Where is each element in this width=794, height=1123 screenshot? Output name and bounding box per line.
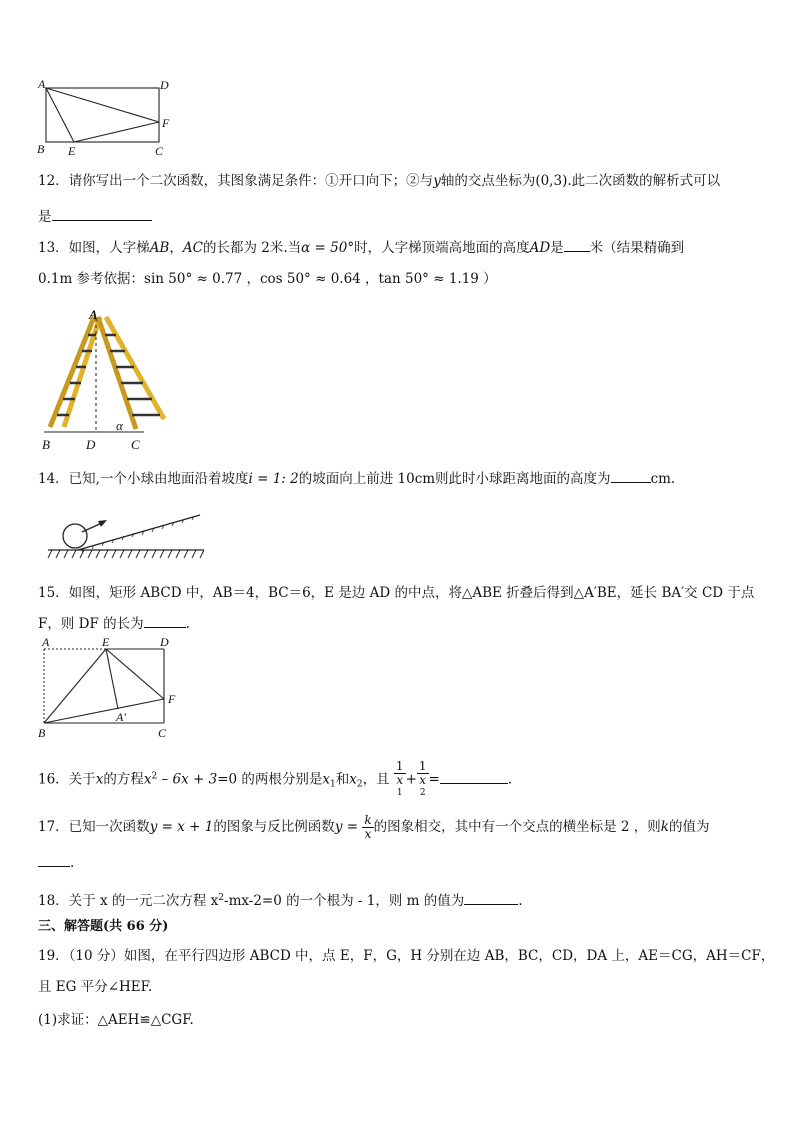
q15-text-b: F，则 DF 的长为 [38,616,144,632]
figure-rectangle-abcd [34,76,178,158]
q18-text-c: . [518,893,523,909]
label-f: F [168,692,176,706]
label-a-prime: A′ [116,710,126,724]
q16-x: x [95,771,104,788]
q13-ac: AC [182,240,203,256]
q16-plus: + [405,771,417,788]
q17-fraction [362,814,373,841]
q16-frac2-num: 1 [418,759,427,773]
q16-sub1: 1 [330,779,336,790]
question-15-line-1 [38,583,754,603]
q16-text-c: =0 的两根分别是 [217,771,323,788]
q13-text-c: 时，人字梯顶端高地面的高度 [354,240,530,256]
question-14 [38,468,675,489]
q16-fraction-2: 1 x 2 [418,759,427,798]
q18-text-b: -mx-2=0 的一个根为 - 1，则 m 的值为 [224,893,465,909]
label-e: E [102,635,110,649]
q16-frac1-num: 1 [395,759,404,773]
q16-sub2: 2 [356,779,363,790]
q15-answer-blank[interactable] [144,613,186,628]
q16-fraction-1: 1 x 1 [395,759,404,798]
q17-text-e: . [70,855,75,871]
question-16: 16．关于x的方程$x^2 - 6x + 3=0$ 的两根分别是$x_1$和$x_2$，且 1 x 1 + 1 x 2 = . [38,759,513,798]
q15-text-a: 15．如图，矩形 ABCD 中，AB＝4，BC＝6，E 是边 AD 的中点，将△ABE 折叠后得到△A′BE，延长 BA′交 CD 于点 [38,585,755,601]
q16-x2: x [349,771,357,788]
q19-text-b: 且 EG 平分∠HEF. [38,979,153,995]
q16-text-b: 的方程 [103,771,144,788]
question-12-line-2 [38,206,152,227]
q17-frac-num: k [364,813,372,827]
q17-linear-function: y = x + 1 [149,819,214,835]
q12-y: y [433,173,441,189]
q16-eq-rest: – 6x + 3 [157,771,218,788]
q17-k: k [660,819,669,835]
q12-text-c: .此二次函数的解析式可以 [567,173,721,189]
label-b: B [38,726,46,740]
q17-frac-den: x [364,827,372,841]
label-a: A [42,635,50,649]
question-12-line-1 [38,171,720,191]
q17-text-b: 的图象与反比例函数 [213,819,335,835]
q13-text-b: 的长都为 2米.当 [202,240,302,256]
q13-sep: ， [169,240,183,256]
label-c: C [158,726,167,740]
label-c: C [155,144,164,158]
q16-eq-x: x [143,771,152,788]
q13-text-e: 米（结果精确到 [589,240,685,256]
q12-text-a: 12．请你写出一个二次函数，其图象满足条件：①开口向下；②与 [38,173,434,189]
label-b: B [42,437,50,452]
q12-point: (0,3) [535,173,568,189]
q18-answer-blank[interactable] [464,890,518,905]
q15-text-c: . [185,616,190,632]
q17-text-c: 的图象相交，其中有一个交点的横坐标是 2 ，则 [373,819,661,835]
question-13-line-1 [38,237,684,258]
q19-text-c: (1)求证：△AEH≌△CGF. [38,1012,194,1028]
q19-text-a: 19．（10 分）如图，在平行四边形 ABCD 中，点 E，F，G，H 分别在边 AB，BC，CD，DA 上，AE＝CG，AH＝CF， [38,948,775,964]
question-19-line-1 [38,946,774,966]
q14-slope: i = 1: 2 [248,471,299,487]
q14-text-b: 的坡面向上前进 10cm则此时小球距离地面的高度为 [298,471,611,487]
label-d: D [86,437,96,452]
question-19-line-3 [38,1010,194,1030]
label-f: F [162,116,170,130]
label-b: B [37,142,45,156]
q16-equals: = [428,771,440,788]
q17-text-a: 17．已知一次函数 [38,819,150,835]
question-15-line-2 [38,613,190,634]
question-13-line-2 [38,269,497,289]
q16-text-d: ，且 [362,771,390,788]
figure-step-ladder [36,305,176,455]
section-3-heading: 三、解答题(共 66 分) [38,919,169,934]
q14-answer-blank[interactable] [611,468,651,483]
q18-sup: 2 [218,893,225,903]
question-17-line-1 [38,811,709,843]
q16-answer-blank[interactable] [440,769,508,784]
figure-ball-slope [44,508,204,563]
q18-text-a: 18．关于 x 的一元二次方程 x [38,893,219,909]
q13-alpha: α = 50° [301,240,355,256]
question-18 [38,888,523,911]
q14-text-a: 14．已知,一个小球由地面沿着坡度 [38,471,249,487]
question-17-line-2 [38,852,74,873]
q13-text-d: 是 [550,240,564,256]
q13-ab: AB [149,240,170,256]
q16-eq-sup: 2 [151,771,158,782]
q17-answer-blank[interactable] [38,852,70,867]
q16-and: 和 [335,771,350,788]
q12-answer-blank[interactable] [52,206,152,221]
label-d: D [160,78,169,92]
q12-text-b: 轴的交点坐标为 [440,173,536,189]
q17-inverse-lhs: y = [334,819,359,835]
q16-text-a: 16．关于 [38,771,96,788]
q12-text-d: 是 [38,209,52,225]
label-c: C [131,437,140,452]
q14-text-c: cm. [650,471,676,487]
label-alpha: α [116,418,123,433]
q17-text-d: 的值为 [668,819,710,835]
q13-text-a: 13．如图，人字梯 [38,240,150,256]
q13-text-f: 0.1m 参考依据：sin 50° ≈ 0.77 ，cos 50° ≈ 0.64 ，tan 50° ≈ 1.19 ） [38,271,497,287]
label-e: E [68,144,76,158]
q16-x1: x [322,771,331,788]
label-a: A [38,77,46,91]
label-d: D [160,635,169,649]
figure-folded-rectangle [34,633,184,743]
label-a: A [89,307,98,322]
q13-ad: AD [529,240,551,256]
q13-answer-blank[interactable] [564,237,590,252]
question-19-line-2 [38,977,152,997]
